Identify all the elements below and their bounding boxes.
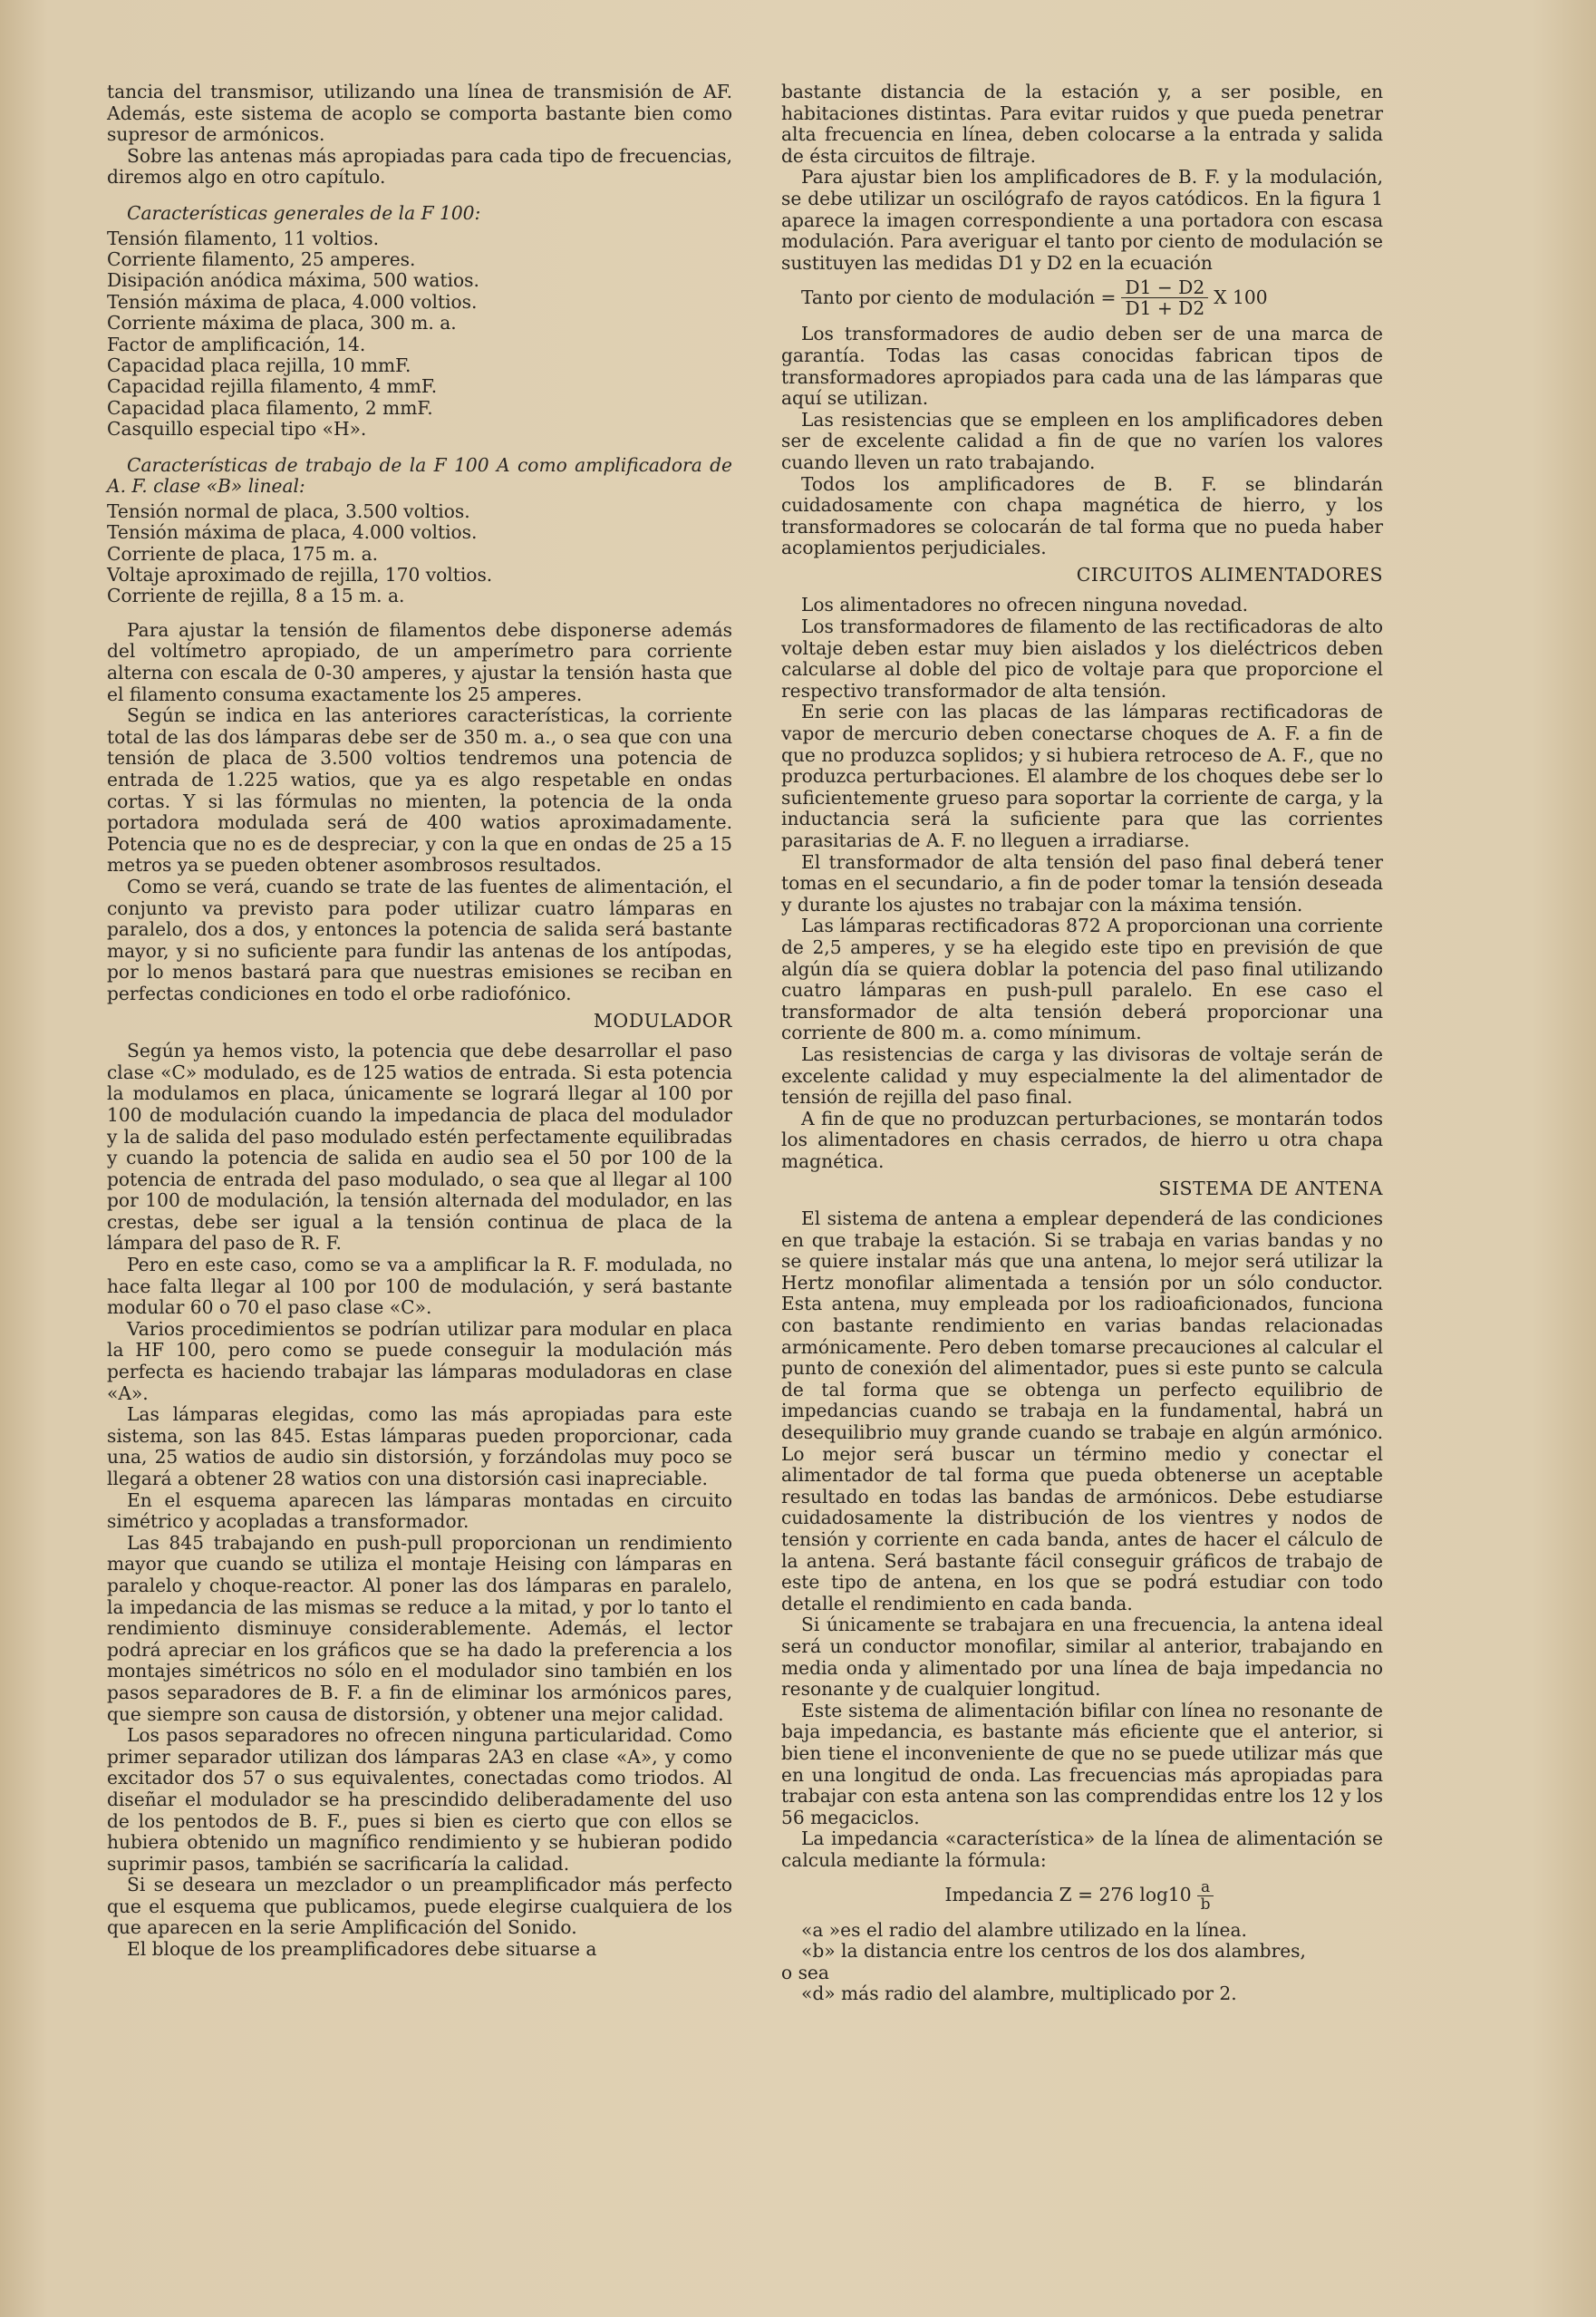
section-heading-modulador: MODULADOR [593,1009,732,1032]
paragraph: Para ajustar la tensión de filamentos debe disponerse además del voltímetro apropiado, de un amperímetro para corriente alterna con escala de 0-30 amperes, y ajustar la tensión hasta que el filamento consuma exactamente los 25 amperes. [107,618,732,705]
paragraph: o sea [781,1961,829,1983]
spec-item: Capacidad rejilla filamento, 4 mmF. [107,375,438,398]
paragraph: Pero en este caso, como se va a amplificar la R. F. modulada, no hace falta llegar al 100 por 100 de modulación, y será bastante modular 60 o 70 el paso clase «C». [107,1254,732,1319]
formula-denominator: b [1200,1895,1211,1914]
formula-multiplier: X 100 [1214,286,1268,309]
spec-item: Corriente máxima de placa, 300 m. a. [107,312,457,334]
formula-numerator: D1 − D2 [1121,277,1208,298]
paragraph: Si únicamente se trabajara en una frecuencia, la antena ideal será un conductor monofilar, similar al anterior, trabajando en media onda y alimentado por una línea de baja impedancia no resonante y de cualquier longitud. [781,1614,1383,1701]
paragraph: Las resistencias que se empleen en los amplificadores deben ser de excelente calidad a fin de que no varíen los valores cuando lleven un rato trabajando. [781,408,1383,473]
spec-item: Tensión filamento, 11 voltios. [107,227,380,249]
paragraph: En serie con las placas de las lámparas rectificadoras de vapor de mercurio deben conectarse choques de A. F. a fin de que no produzca soplidos; y si hubiera retroceso de A. F., que no produzca perturbaciones. El alambre de los choques debe ser lo suficientemente grueso para soportar la corriente de carga, y la inductancia será la suficiente para que las corrientes parasitarias de A. F. no lleguen a irradiarse. [781,701,1383,851]
paragraph: Según se indica en las anteriores características, la corriente total de las dos lámparas debe ser de 350 m. a., o sea que con una tensión de placa de 3.500 voltios tendremos una potencia de entrada de 1.225 watios, que ya es algo respetable en ondas cortas. Y si las fórmulas no mienten, la potencia de la onda portadora modulada será de 400 watios aproximadamente. Potencia que no es de despreciar, y con la que en ondas de 25 a 15 metros ya se pueden obtener asombrosos resultados. [107,704,732,877]
formula-label: Impedancia Z = 276 log10 [944,1884,1192,1906]
paragraph: «d» más radio del alambre, multiplicado por 2. [801,1983,1237,2005]
spec-list-general [107,228,732,441]
paragraph: A fin de que no produzcan perturbaciones, se montarán todos los alimentadores en chasis cerrados, de hierro u otra chapa magnética. [781,1107,1383,1172]
formula-numerator: a [1197,1879,1214,1896]
spec-item: Tensión máxima de placa, 4.000 voltios. [107,521,478,544]
paragraph: La impedancia «característica» de la línea de alimentación se calcula mediante la fórmula: [781,1827,1383,1871]
paragraph: Las resistencias de carga y las divisoras de voltaje serán de excelente calidad y muy especialmente la del alimentador de tensión de rejilla del paso final. [781,1042,1383,1109]
paragraph: El sistema de antena a emplear dependerá de las condiciones en que trabaje la estación. Si se trabaja en varias bandas y no se quiere instalar más que una antena, lo mejor será utilizar la Hertz monofilar alimentada a tensión por un sólo conductor. Esta antena, muy empleada por los radioaficionados, funciona con bastante rendimiento en varias bandas relacionadas armónicamente. Pero deben tomarse precauciones al calcular el punto de conexión del alimentador, pues si este punto se calcula de tal forma que se obtenga un perfecto equilibrio de impedancias cuando se trabaja en la fundamental, habrá un desequilibrio muy grande cuando se trabaje en algún armónico. Lo mejor será buscar un término medio y conectar el alimentador de tal forma que pueda obtenerse un aceptable resultado en todas las bandas de armónicos. Debe estudiarse cuidadosamente la distribución de los vientres y nodos de tensión y corriente en cada banda, antes de hacer el cálculo de la antena. Será bastante fácil conseguir gráficos de trabajo de este tipo de antena, en los que se podrá estudiar con todo detalle el rendimiento en cada banda. [781,1207,1383,1614]
spec-item: Capacidad placa filamento, 2 mmF. [107,396,433,419]
formula-fraction [1121,277,1208,318]
paragraph: Todos los amplificadores de B. F. se blindarán cuidadosamente con chapa magnética de hierro, y los transformadores se colocarán de tal forma que no pueda haber acoplamientos perjudiciales. [781,472,1383,559]
section-heading-circuitos: CIRCUITOS ALIMENTADORES [1076,563,1383,586]
formula-denominator: D1 + D2 [1125,297,1205,320]
spec-item: Corriente filamento, 25 amperes. [107,247,416,270]
spec-heading-general: Características generales de la F 100: [127,201,481,224]
paragraph: Sobre las antenas más apropiadas para cada tipo de frecuencias, diremos algo en otro capítulo. [107,144,732,189]
paragraph: Los transformadores de audio deben ser de una marca de garantía. Todas las casas conocidas fabrican tipos de transformadores apropiados para cada una de las lámparas que aquí se utilizan. [781,323,1383,410]
spec-heading-working: Características de trabajo de la F 100 A como amplificadora de A. F. clase «B» lineal: [107,453,732,498]
formula-label: Tanto por ciento de modulación = [801,286,1117,309]
paragraph: En el esquema aparecen las lámparas montadas en circuito simétrico y acopladas a transformador. [107,1488,732,1533]
paragraph: Varios procedimientos se podrían utilizar para modular en placa la HF 100, pero como se puede conseguir la modulación más perfecta es haciendo trabajar las lámparas moduladoras en clase «A». [107,1317,732,1404]
paragraph: bastante distancia de la estación y, a ser posible, en habitaciones distintas. Para evitar ruidos y que pueda penetrar alta frecuencia en línea, deben colocarse a la entrada y salida de ésta circuitos de filtraje. [781,81,1383,167]
paragraph: Los pasos separadores no ofrecen ninguna particularidad. Como primer separador utilizan dos lámparas 2A3 en clase «A», y como excitador dos 57 o sus equivalentes, conectadas como triodos. Al diseñar el modulador se ha prescindido deliberadamente del uso de los pentodos de B. F., pues si bien es cierto que con ellos se hubiera obtenido un magnífico rendimiento y se hubieran podido suprimir pasos, también se sacrificaría la calidad. [107,1724,732,1875]
left-column [107,82,732,1961]
paragraph: tancia del transmisor, utilizando una línea de transmisión de AF. Además, este sistema de acoplo se comporta bastante bien como supresor de armónicos. [107,81,732,146]
spec-item: Casquillo especial tipo «H». [107,418,367,441]
paragraph: Las lámparas elegidas, como las más apropiadas para este sistema, son las 845. Estas lámparas pueden proporcionar, cada una, 25 watios de audio sin distorsión, y forzándolas muy poco se llegará a obtener 28 watios con una distorsión casi inapreciable. [107,1403,732,1489]
paragraph: Si se deseara un mezclador o un preamplificador más perfecto que el esquema que publicamos, puede elegirse cualquiera de los que aparecen en la serie Amplificación del Sonido. [107,1874,732,1939]
paragraph: Para ajustar bien los amplificadores de B. F. y la modulación, se debe utilizar un oscilógrafo de rayos catódicos. En la figura 1 aparece la imagen correspondiente a una portadora con escasa modulación. Para averiguar el tanto por ciento de modulación se sustituyen las medidas D1 y D2 en la ecuación [781,166,1383,274]
spec-list-working [107,501,732,607]
paragraph: Según ya hemos visto, la potencia que debe desarrollar el paso clase «C» modulado, es de 125 watios de entrada. Si esta potencia la modulamos en placa, únicamente se logrará llegar al 100 por 100 de modulación cuando la impedancia de placa del modulador y la de salida del paso modulado estén perfectamente equilibradas y cuando la potencia de salida en audio sea el 50 por 100 de la potencia de entrada del paso modulado, o sea que al llegar al 100 por 100 de modulación, la tensión alternada del modulador, en las crestas, debe ser igual a la tensión continua de placa de la lámpara del paso de R. F. [107,1040,732,1255]
column-gutter [759,73,760,2266]
impedance-formula [781,1879,1383,1913]
spec-item: Tensión máxima de placa, 4.000 voltios. [107,290,478,313]
paragraph: Los transformadores de filamento de las rectificadoras de alto voltaje deben estar muy bien aislados y los dieléctricos deben calcularse al doble del pico de voltaje para que proporcione el respectivo transformador de alta tensión. [781,616,1383,702]
section-heading-antena: SISTEMA DE ANTENA [1158,1177,1383,1199]
paragraph: El transformador de alta tensión del paso final deberá tener tomas en el secundario, a fin de poder tomar la tensión deseada y durante los ajustes no trabajar con la máxima tensión. [781,850,1383,916]
right-column [781,82,1383,2005]
spec-item: Capacidad placa rejilla, 10 mmF. [107,354,411,376]
paragraph: Como se verá, cuando se trate de las fuentes de alimentación, el conjunto va previsto para poder utilizar cuatro lámparas en paralelo, dos a dos, y entonces la potencia de salida será bastante mayor, y si no suficiente para fundir las antenas de los antípodas, por lo menos bastará para que nuestras emisiones se reciban en perfectas condiciones en todo el orbe radiofónico. [107,875,732,1004]
paragraph: El bloque de los preamplificadores debe situarse a [127,1938,597,1961]
spec-item: Voltaje aproximado de rejilla, 170 voltios. [107,564,493,587]
spec-item: Disipación anódica máxima, 500 watios. [107,269,479,292]
spec-item: Corriente de rejilla, 8 a 15 m. a. [107,585,405,607]
paragraph: Las 845 trabajando en push-pull proporcionan un rendimiento mayor que cuando se utiliza el montaje Heising con lámparas en paralelo y choque-reactor. Al poner las dos lámparas en paralelo, la impedancia de las mismas se reduce a la mitad, y por lo tanto el rendimiento disminuye considerablemente. Además, el lector podrá apreciar en los gráficos que se ha dado la preferencia a los montajes simétricos no sólo en el modulador sino también en los pasos separadores de B. F. a fin de eliminar los armónicos pares, que siempre son causa de distorsión, y obtener una mejor calidad. [107,1531,732,1725]
spec-item: Factor de amplificación, 14. [107,333,366,355]
modulation-formula [801,277,1383,318]
spec-item: Corriente de placa, 175 m. a. [107,542,379,565]
formula-fraction [1197,1879,1214,1913]
paragraph: «b» la distancia entre los centros de los dos alambres, [801,1940,1306,1963]
paragraph: Este sistema de alimentación bifilar con línea no resonante de baja impedancia, es bastante más eficiente que el anterior, si bien tiene el inconveniente de que no se puede utilizar más que en una longitud de onda. Las frecuencias más apropiadas para trabajar con esta antena son las comprendidas entre los 12 y los 56 megaciclos. [781,1699,1383,1828]
paragraph: Los alimentadores no ofrecen ninguna novedad. [801,594,1249,616]
paragraph: «a »es el radio del alambre utilizado en la línea. [801,1918,1247,1941]
paragraph: Las lámparas rectificadoras 872 A proporcionan una corriente de 2,5 amperes, y se ha elegido este tipo en previsión de que algún día se quiera doblar la potencia del paso final utilizando cuatro lámparas en push-pull paralelo. En ese caso el transformador de alta tensión deberá proporcionar una corriente de 800 m. a. como mínimum. [781,915,1383,1044]
spec-item: Tensión normal de placa, 3.500 voltios. [107,499,470,522]
